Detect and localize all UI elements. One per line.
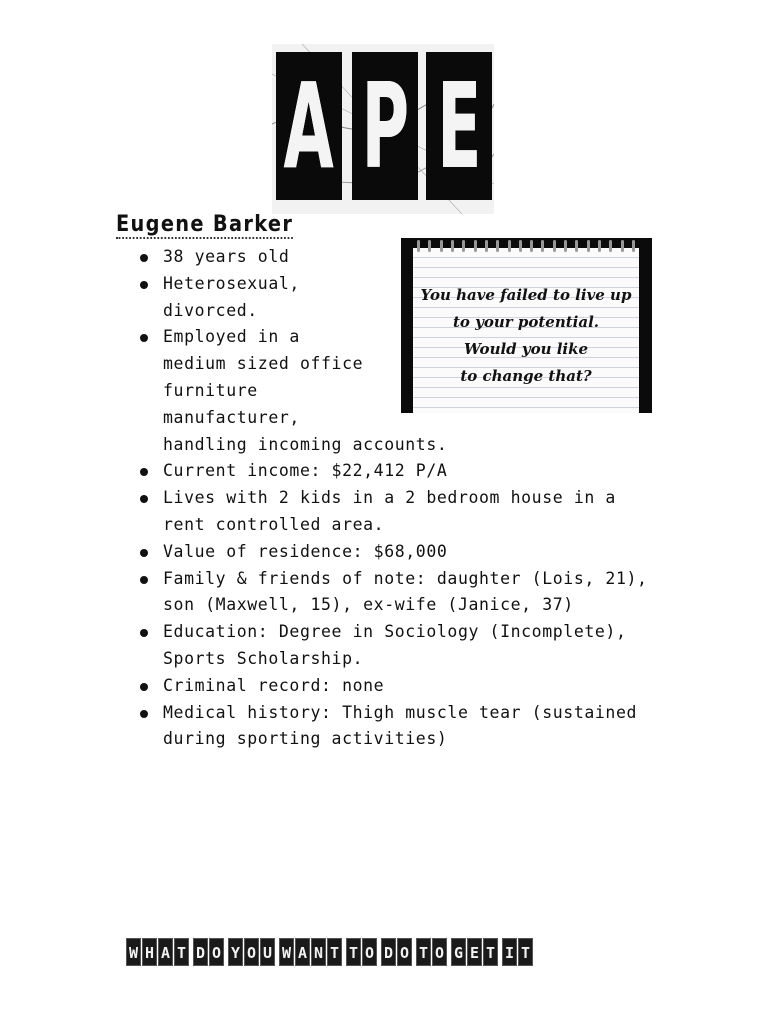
tagline-letter-tile: A [295,938,310,966]
tagline-letter-tile: O [362,938,377,966]
fact-line: Family & friends of note: daughter (Lois, 21), [163,568,648,588]
tagline-letter-tile: A [158,938,173,966]
notepad-line: to your potential. [452,313,600,331]
notepad-line: Would you like [463,340,589,358]
tagline [126,938,533,968]
tagline-letter-tile: O [397,938,412,966]
tagline-letter-tile: U [260,938,275,966]
tagline-letter-tile: D [381,938,396,966]
profile-facts-list [134,244,654,753]
fact-item [134,673,654,700]
tagline-letter-tile: T [327,938,342,966]
notepad-line: You have failed to live up [420,286,632,304]
tagline-word [193,938,224,968]
tagline-word [381,938,412,968]
fact-line: 38 years old [163,247,290,266]
fact-line: handling incoming accounts. [163,434,448,454]
fact-line: rent controlled area. [163,514,385,534]
tagline-letter-tile: H [142,938,157,966]
fact-line: Employed in a [163,327,300,347]
fact-line: Criminal record: none [163,675,385,695]
fact-item [134,566,654,620]
logo-letter-a: A [283,57,335,195]
tagline-letter-tile: T [346,938,361,966]
tagline-letter-tile: E [467,938,482,966]
logo-tile-e [426,52,492,200]
profile-name: Eugene Barker [116,212,294,237]
tagline-letter-tile: O [432,938,447,966]
fact-item [134,619,654,673]
fact-line: manufacturer, [163,407,300,427]
fact-item [134,539,654,566]
tagline-letter-tile: T [416,938,431,966]
logo-letter-p: P [361,57,409,195]
tagline-letter-tile: O [209,938,224,966]
tagline-letter-tile: T [174,938,189,966]
tagline-letter-tile: N [311,938,326,966]
tagline-letter-tile: W [279,938,294,966]
logo-tile-p [352,52,418,200]
fact-line: Value of residence: $68,000 [163,541,448,561]
fact-line: Education: Degree in Sociology (Incomplete), [163,622,627,642]
tagline-word [416,938,447,968]
tagline-word [279,938,342,968]
fact-item [134,485,654,539]
fact-item [134,700,654,754]
tagline-letter-tile: D [193,938,208,966]
fact-line: Lives with 2 kids in a 2 bedroom house in a [163,488,616,508]
ape-logo [272,44,494,214]
logo-letter-e: E [436,57,482,195]
fact-line: Medical history: Thigh muscle tear (sustained [163,702,638,722]
tagline-word [346,938,377,968]
tagline-letter-tile: Y [228,938,243,966]
tagline-letter-tile: G [451,938,466,966]
notepad-line: to change that? [460,367,592,385]
fact-line: Current income: $22,412 P/A [163,461,448,481]
tagline-letter-tile: T [518,938,533,966]
fact-line: Sports Scholarship. [163,648,364,668]
fact-line: divorced. [163,300,258,320]
logo-tile-a [276,52,342,200]
fact-line: during sporting activities) [163,729,448,749]
tagline-letter-tile: T [483,938,498,966]
tagline-letter-tile: I [502,938,517,966]
fact-item [134,458,654,485]
fact-line: Heterosexual, [163,273,300,293]
fact-item [134,244,654,271]
fact-line: medium sized office [163,354,364,374]
fact-line: furniture [163,380,258,400]
tagline-word [451,938,498,968]
fact-item [134,271,654,325]
fact-item [134,324,654,458]
tagline-letter-tile: W [126,938,141,966]
tagline-word [502,938,533,968]
tagline-letter-tile: O [244,938,259,966]
tagline-word [126,938,189,968]
fact-line: son (Maxwell, 15), ex-wife (Janice, 37) [163,595,574,615]
tagline-word [228,938,275,968]
